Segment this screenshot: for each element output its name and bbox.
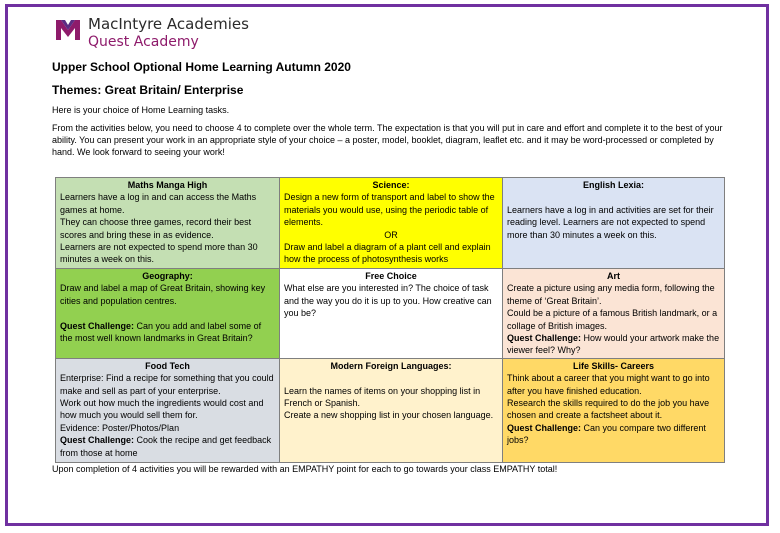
intro-text: Here is your choice of Home Learning tasks. — [52, 105, 230, 115]
instructions-paragraph: From the activities below, you need to choose 4 to complete over the whole term. The expectation is that you will put in care and effort and complete it to the best of your ability. You can present your work in an appropriate style of your choice – a poster, model, booklet, diagram, leaflet etc. and it may be word-processed or completed by hand. We look forward to seeing your work! — [52, 123, 723, 157]
life-skills-quest-challenge — [507, 422, 720, 447]
logo-trust-name: MacIntyre Academies — [88, 15, 249, 33]
english-cell — [503, 178, 725, 269]
geography-text: Draw and label a map of Great Britain, showing key cities and population centres. — [60, 283, 266, 306]
science-cell — [280, 178, 503, 269]
quest-challenge-text: Cook the recipe and get feedback from those at home — [60, 435, 272, 458]
maths-cell — [56, 178, 280, 269]
logo-school-name: Quest Academy — [88, 34, 199, 50]
maths-line: Learners have a log in and can access the Maths games at home. — [60, 192, 257, 215]
reward-note: Upon completion of 4 activities you will be rewarded with an EMPATHY point for each to go towards your class EMPATHY total! — [52, 464, 558, 474]
mfl-task-2: Create a new shopping list in your chosen language. — [284, 410, 494, 421]
quest-challenge-text: Can you add and label some of the most well known landmarks in Great Britain? — [60, 320, 262, 344]
life-skills-title: Life Skills- Careers — [572, 360, 655, 371]
free-choice-cell — [280, 269, 503, 359]
food-tech-cell — [56, 358, 280, 462]
art-task-1: Create a picture using any media form, following the theme of ‘Great Britain’. — [507, 283, 715, 306]
food-tech-quest-challenge — [60, 434, 275, 459]
food-tech-evidence: Evidence: Poster/Photos/Plan — [60, 422, 180, 433]
life-skills-task-1: Think about a career that you might want to go into after you have finished education. — [507, 373, 710, 396]
maths-line: They can choose three games, record their best scores and bring these in as evidence. — [60, 217, 252, 240]
page-title: Upper School Optional Home Learning Autumn 2020 — [52, 60, 351, 74]
geography-quest-challenge — [60, 320, 275, 345]
mfl-cell — [280, 358, 503, 462]
mfl-title: Modern Foreign Languages: — [330, 360, 452, 371]
art-cell — [503, 269, 725, 359]
quest-challenge-text: How would your artwork make the viewer feel? Why? — [507, 333, 720, 356]
themes-heading: Themes: Great Britain/ Enterprise — [52, 83, 244, 97]
mfl-task-1: Learn the names of items on your shopping list in French or Spanish. — [284, 385, 481, 409]
macintyre-m-logo-icon — [54, 17, 82, 41]
maths-title: Maths Manga High — [127, 180, 208, 190]
quest-challenge-label: Quest Challenge: — [60, 435, 135, 446]
food-tech-task-2: Work out how much the ingredients would cost and how much you would sell them for. — [60, 398, 264, 421]
science-title: Science: — [372, 180, 410, 190]
quest-challenge-label: Quest Challenge: — [507, 333, 582, 344]
quest-challenge-label: Quest Challenge: — [60, 320, 135, 331]
life-skills-cell — [503, 358, 725, 462]
science-or: OR — [384, 229, 398, 240]
quest-challenge-label: Quest Challenge: — [507, 422, 582, 433]
maths-line: Learners are not expected to spend more than 30 minutes a week on this. — [60, 242, 258, 265]
geography-cell — [56, 269, 280, 359]
science-task-1: Design a new form of transport and label to show the materials you would use, using the periodic table of elements. — [284, 192, 495, 228]
activities-grid — [55, 177, 725, 463]
life-skills-task-2: Research the skills required to do the job you have chosen and create a factsheet about it. — [507, 398, 710, 421]
free-choice-title: Free Choice — [365, 271, 417, 281]
art-task-2: Could be a picture of a famous British landmark, or a collage of British images. — [507, 308, 718, 331]
english-text: Learners have a log in and activities are set for their reading level. Learners are not expected to spend more than 30 minutes a week on this. — [507, 204, 714, 240]
food-tech-title: Food Tech — [145, 360, 190, 371]
food-tech-task-1: Enterprise: Find a recipe for something that you could make and sell as part of your enterprise. — [60, 373, 274, 396]
science-task-2: Draw and label a diagram of a plant cell and explain how the process of photosynthesis works — [284, 242, 491, 265]
art-title: Art — [607, 271, 620, 281]
english-title: English Lexia: — [582, 180, 644, 190]
geography-title: Geography: — [142, 271, 193, 281]
free-choice-text: What else are you interested in? The choice of task and the way you do it is up to you. How creative can you be? — [284, 283, 492, 319]
art-quest-challenge — [507, 332, 720, 357]
quest-challenge-text: Can you compare two different jobs? — [507, 422, 706, 446]
document-frame — [5, 4, 769, 526]
